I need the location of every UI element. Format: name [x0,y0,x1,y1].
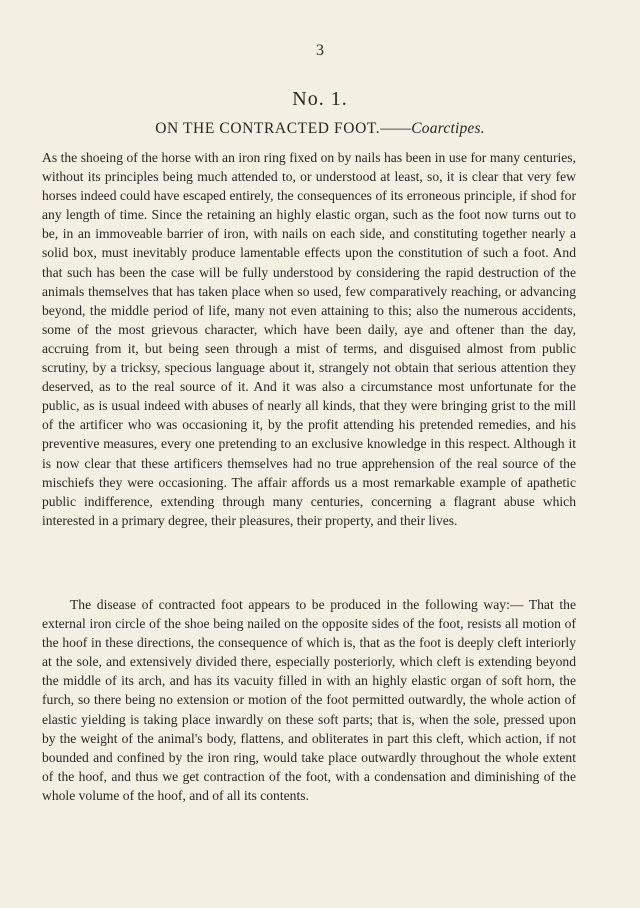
title-main: ON THE CONTRACTED FOOT. [155,120,381,137]
title-dash: —— [380,120,412,137]
paragraph-text: As the shoeing of the horse with an iron ring fixed on by nails has been in use for many centuries, without its principles being much attended to, or understood at least, so, it is clear that very few horses indeed could have escaped entirely, the consequences of its erroneous principle, if shod for any length of time. Since the retaining an highly elastic organ, such as the foot now turns out to be, in an immoveable barrier of iron, with nails on each side, and constituting together nearly a solid box, must inevitably produce lamentable effects upon the constitution of such a foot. And that such has been the case will be fully understood by considering the rapid destruction of the animals themselves that has taken place when so used, few comparatively reaching, or advancing beyond, the middle period of life, many not even attaining to this; also the numerous accidents, some of the most grievous character, which have been daily, aye and oftener than the day, accruing from it, but being seen through a mist of terms, and disguised almost from public scrutiny, by a tricksy, specious language about it, strangely not obtain that serious attention they deserved, as to the real source of it. And it was also a circumstance most unfortunate for the public, as is usual indeed with abuses of nearly all kinds, that they were bringing grist to the mill of the artificer who was occasioning it, by the profit attending his pretended remedies, and his preventive measures, every one pretending to an exclusive knowledge in this respect. Although it is now clear that these artificers themselves had no true apprehension of the real source of the mischiefs they were occasioning. The affair affords us a most remarkable example of apathetic public indifference, extending through many centuries, concerning a flagrant abuse which interested in a primary degree, their pleasures, their property, and their lives. [42,150,576,528]
paragraph-2 [42,595,576,805]
chapter-heading: No. 1. [292,88,348,110]
page-number: 3 [316,42,324,59]
paragraph-1 [42,148,576,530]
paragraph-text: The disease of contracted foot appears to be produced in the following way:— That the external iron circle of the shoe being nailed on the opposite sides of the foot, resists all motion of the hoof in these directions, the consequence of which is, that as the foot is deeply cleft interiorly at the sole, and extensively divided there, especially posteriorly, which cleft is extending beyond the middle of its arch, and has its vacuity filled in with an highly elastic organ of soft horn, the furch, so there being no extension or motion of the foot permitted outwardly, the whole action of elastic yielding is taking place inwardly on these soft parts; that is, when the sole, pressed upon by the weight of the animal's body, flattens, and obliterates in part this cleft, which action, if not bounded and confined by the iron ring, would take place outwardly throughout the whole extent of the hoof, and thus we get contraction of the foot, with a condensation and diminishing of the whole volume of the hoof, and of all its contents. [42,597,576,803]
section-title [0,120,640,138]
title-latin: Coarctipes. [411,120,485,137]
